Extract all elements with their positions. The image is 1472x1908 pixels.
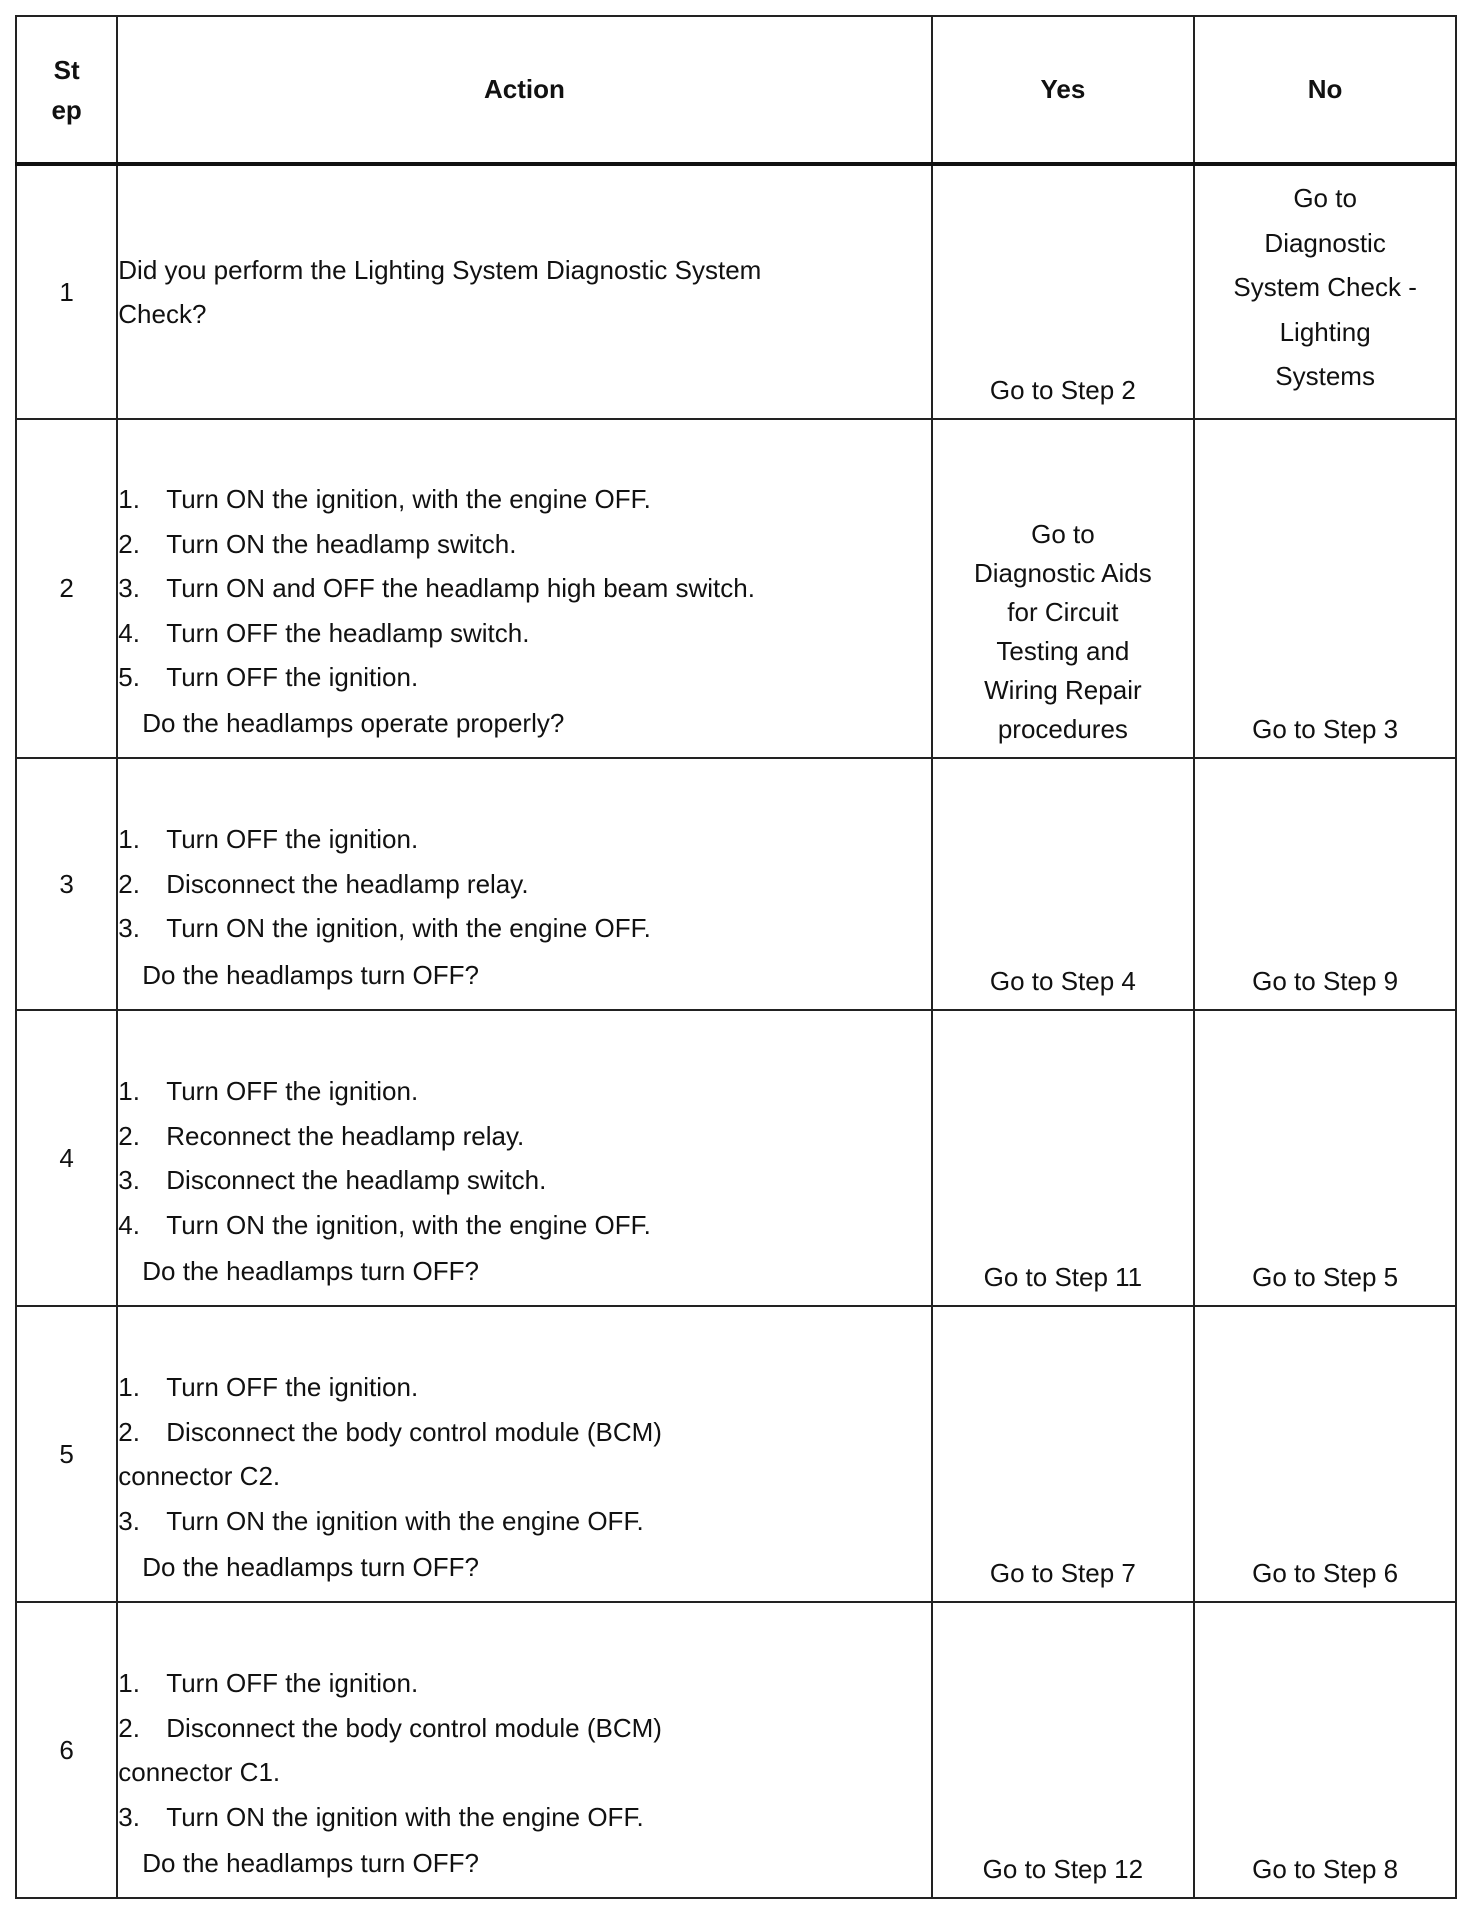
step-number: 3 — [16, 758, 117, 1010]
table-row — [16, 164, 1456, 419]
header-step-line1: St — [53, 54, 80, 85]
table-row — [16, 1602, 1456, 1898]
yes-cell — [932, 1602, 1195, 1898]
action-step: 4. Turn ON the ignition, with the engine OFF. — [118, 1209, 651, 1240]
action-step: 2. Reconnect the headlamp relay. — [118, 1120, 525, 1151]
table-row — [16, 1306, 1456, 1602]
action-cell — [117, 1602, 931, 1898]
action-cell — [117, 1306, 931, 1602]
action-step: 2. Turn ON the headlamp switch. — [118, 528, 517, 559]
action-step: 3. Turn ON the ignition, with the engine OFF. — [118, 913, 651, 944]
step-number: 6 — [16, 1602, 117, 1898]
no-result: Go to Step 5 — [1252, 1262, 1399, 1292]
action-step: 3. Turn ON and OFF the headlamp high beam switch. — [118, 573, 755, 604]
yes-cell — [932, 164, 1195, 419]
action-step: 3. Turn ON the ignition with the engine OFF. — [118, 1505, 644, 1536]
no-cell — [1194, 1602, 1456, 1898]
header-step-line2: ep — [51, 94, 82, 125]
action-step: 2. Disconnect the headlamp relay. — [118, 868, 529, 899]
action-step: 2. Disconnect the body control module (BCM) connector C1. — [118, 1712, 662, 1787]
action-step: 4. Turn OFF the headlamp switch. — [118, 617, 530, 648]
action-question: Do the headlamps operate properly? — [142, 707, 565, 738]
no-cell — [1194, 1306, 1456, 1602]
yes-cell — [932, 758, 1195, 1010]
action-question: Do the headlamps turn OFF? — [142, 959, 479, 990]
no-cell — [1194, 164, 1456, 419]
action-steps — [118, 1661, 930, 1839]
action-step: 1. Turn OFF the ignition. — [118, 1668, 419, 1698]
action-step: 1. Turn OFF the ignition. — [118, 1076, 419, 1106]
header-no: No — [1194, 16, 1456, 164]
action-step: 1. Turn OFF the ignition. — [118, 824, 419, 855]
action-steps — [118, 817, 930, 951]
action-cell — [117, 164, 931, 419]
action-step: 3. Disconnect the headlamp switch. — [118, 1165, 547, 1195]
no-result: Go to Step 9 — [1252, 966, 1399, 996]
action-question: Do the headlamps turn OFF? — [142, 1255, 479, 1286]
yes-cell — [932, 1306, 1195, 1602]
no-cell — [1194, 419, 1456, 758]
yes-result: Go to Step 11 — [983, 1262, 1143, 1292]
action-cell — [117, 1010, 931, 1306]
step-number: 4 — [16, 1010, 117, 1306]
step-number: 5 — [16, 1306, 117, 1602]
no-cell — [1194, 758, 1456, 1010]
yes-cell — [932, 1010, 1195, 1306]
no-result: Go to Step 3 — [1252, 714, 1399, 744]
yes-result: Go to Step 2 — [989, 375, 1136, 405]
action-step: 1. Turn ON the ignition, with the engine OFF. — [118, 484, 651, 515]
action-step: 2. Disconnect the body control module (BCM) connector C2. — [118, 1416, 662, 1491]
yes-cell — [932, 419, 1195, 758]
step-number: 1 — [16, 164, 117, 419]
action-cell — [117, 419, 931, 758]
action-steps — [118, 1365, 930, 1543]
yes-result: Go to Diagnostic Aids for Circuit Testing and Wiring Repair procedures — [974, 519, 1152, 744]
table-row — [16, 419, 1456, 758]
table-row — [16, 1010, 1456, 1306]
action-cell — [117, 758, 931, 1010]
header-step — [16, 16, 117, 164]
header-row — [16, 16, 1456, 164]
no-result: Go to Step 6 — [1252, 1558, 1399, 1588]
action-question: Do the headlamps turn OFF? — [142, 1847, 479, 1878]
yes-result: Go to Step 12 — [982, 1854, 1144, 1884]
header-action: Action — [117, 16, 931, 164]
yes-result: Go to Step 4 — [989, 966, 1136, 996]
action-step: 3. Turn ON the ignition with the engine OFF. — [118, 1801, 644, 1832]
header-yes: Yes — [932, 16, 1195, 164]
action-steps — [118, 1069, 930, 1247]
action-step: 1. Turn OFF the ignition. — [118, 1372, 419, 1402]
action-step: 5. Turn OFF the ignition. — [118, 662, 419, 693]
action-steps — [118, 477, 930, 700]
action-question: Do the headlamps turn OFF? — [142, 1551, 479, 1582]
diagnostic-table — [15, 15, 1457, 1899]
action-question: Did you perform the Lighting System Diagnostic System Check? — [118, 254, 762, 329]
table-row — [16, 758, 1456, 1010]
step-number: 2 — [16, 419, 117, 758]
no-result: Go to Step 8 — [1252, 1854, 1399, 1884]
yes-result: Go to Step 7 — [989, 1558, 1136, 1588]
no-cell — [1194, 1010, 1456, 1306]
no-result: Go to Diagnostic System Check - Lighting Systems — [1233, 183, 1417, 391]
